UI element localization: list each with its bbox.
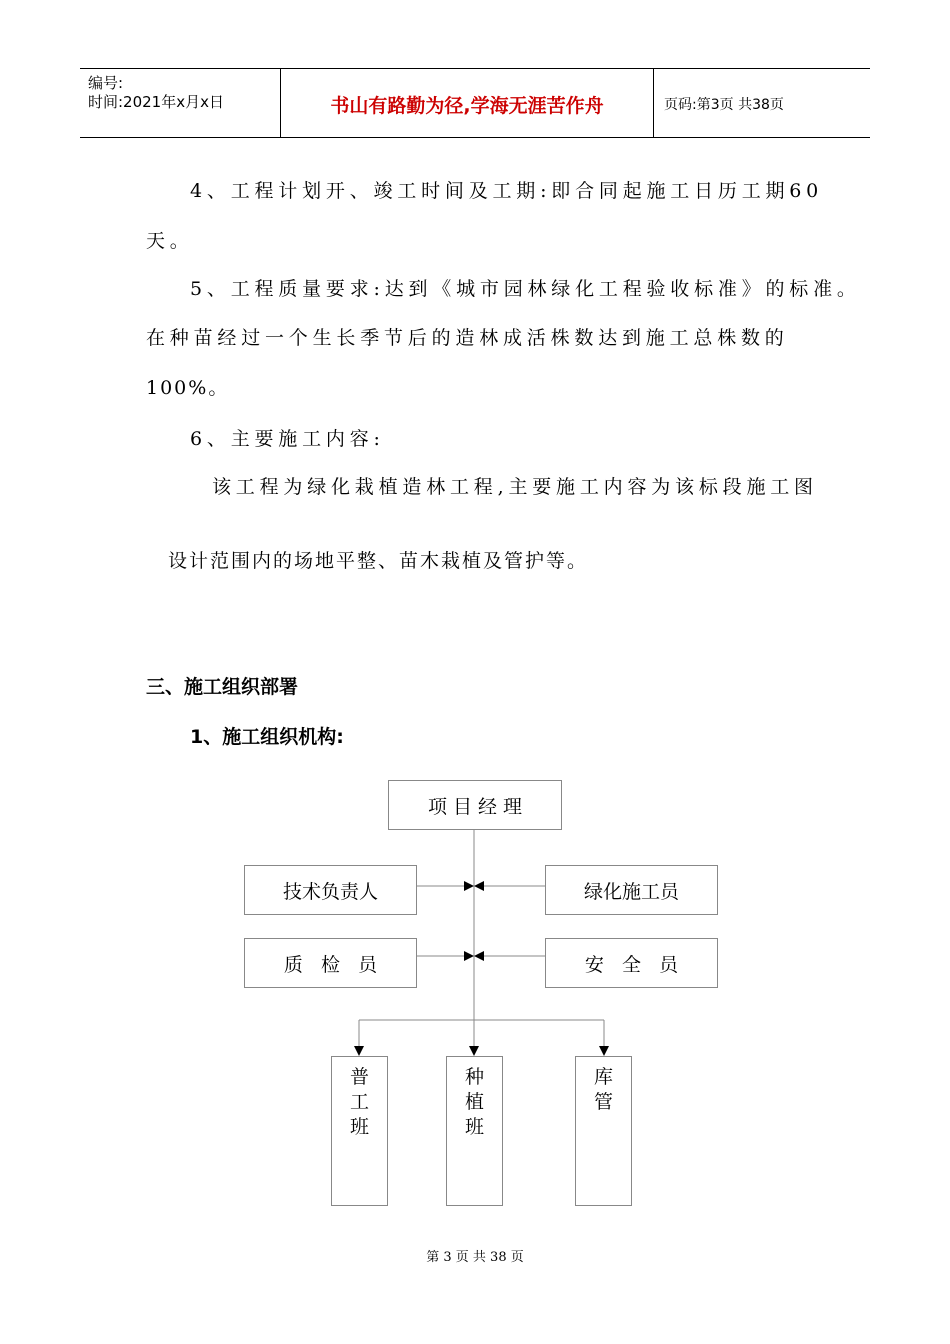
motto-text: 书山有路勤为径,学海无涯苦作舟	[330, 95, 604, 117]
paragraph-4-line-2: 天。	[146, 230, 194, 252]
team-char: 管	[593, 1091, 613, 1113]
header-page-label: 页码:第3页 共38页	[664, 97, 784, 113]
org-box-greening-worker: 绿化施工员	[545, 865, 718, 915]
section-3-subheading-1: 1、施工组织机构:	[190, 726, 344, 748]
org-box-quality-inspector: 质 检 员	[244, 938, 417, 988]
number-label: 编号:	[88, 74, 124, 92]
paragraph-5-line-1: 5、工程质量要求:达到《城市园林绿化工程验收标准》的标准。	[190, 278, 861, 300]
paragraph-6-line-1: 该工程为绿化栽植造林工程,主要施工内容为该标段施工图	[212, 476, 818, 498]
paragraph-5-line-3: 100%。	[146, 377, 230, 399]
org-box-planting-team	[446, 1056, 503, 1206]
org-box-project-manager: 项 目 经 理	[388, 780, 562, 830]
team-char: 工	[349, 1091, 369, 1113]
team-char: 库	[593, 1066, 613, 1088]
org-box-technical-lead: 技术负责人	[244, 865, 417, 915]
paragraph-5-line-2: 在种苗经过一个生长季节后的造林成活株数达到施工总株数的	[146, 327, 789, 349]
org-box-warehouse-team	[575, 1056, 632, 1206]
paragraph-6-line-2: 设计范围内的场地平整、苗木栽植及管护等。	[168, 550, 589, 572]
paragraph-4-line-1: 4、工程计划开、竣工时间及工期:即合同起施工日历工期60	[190, 180, 824, 202]
page-footer: 第 3 页 共 38 页	[426, 1250, 524, 1265]
section-3-title: 三、施工组织部署	[146, 676, 299, 698]
team-char: 植	[464, 1091, 484, 1113]
team-char: 班	[349, 1116, 369, 1138]
org-box-general-labor-team	[331, 1056, 388, 1206]
paragraph-6-heading: 6、主要施工内容:	[190, 428, 385, 450]
org-box-safety-officer: 安 全 员	[545, 938, 718, 988]
team-char: 班	[464, 1116, 484, 1138]
time-label: 时间:2021年x月x日	[88, 93, 224, 111]
team-char: 普	[349, 1066, 369, 1088]
team-char: 种	[464, 1066, 484, 1088]
